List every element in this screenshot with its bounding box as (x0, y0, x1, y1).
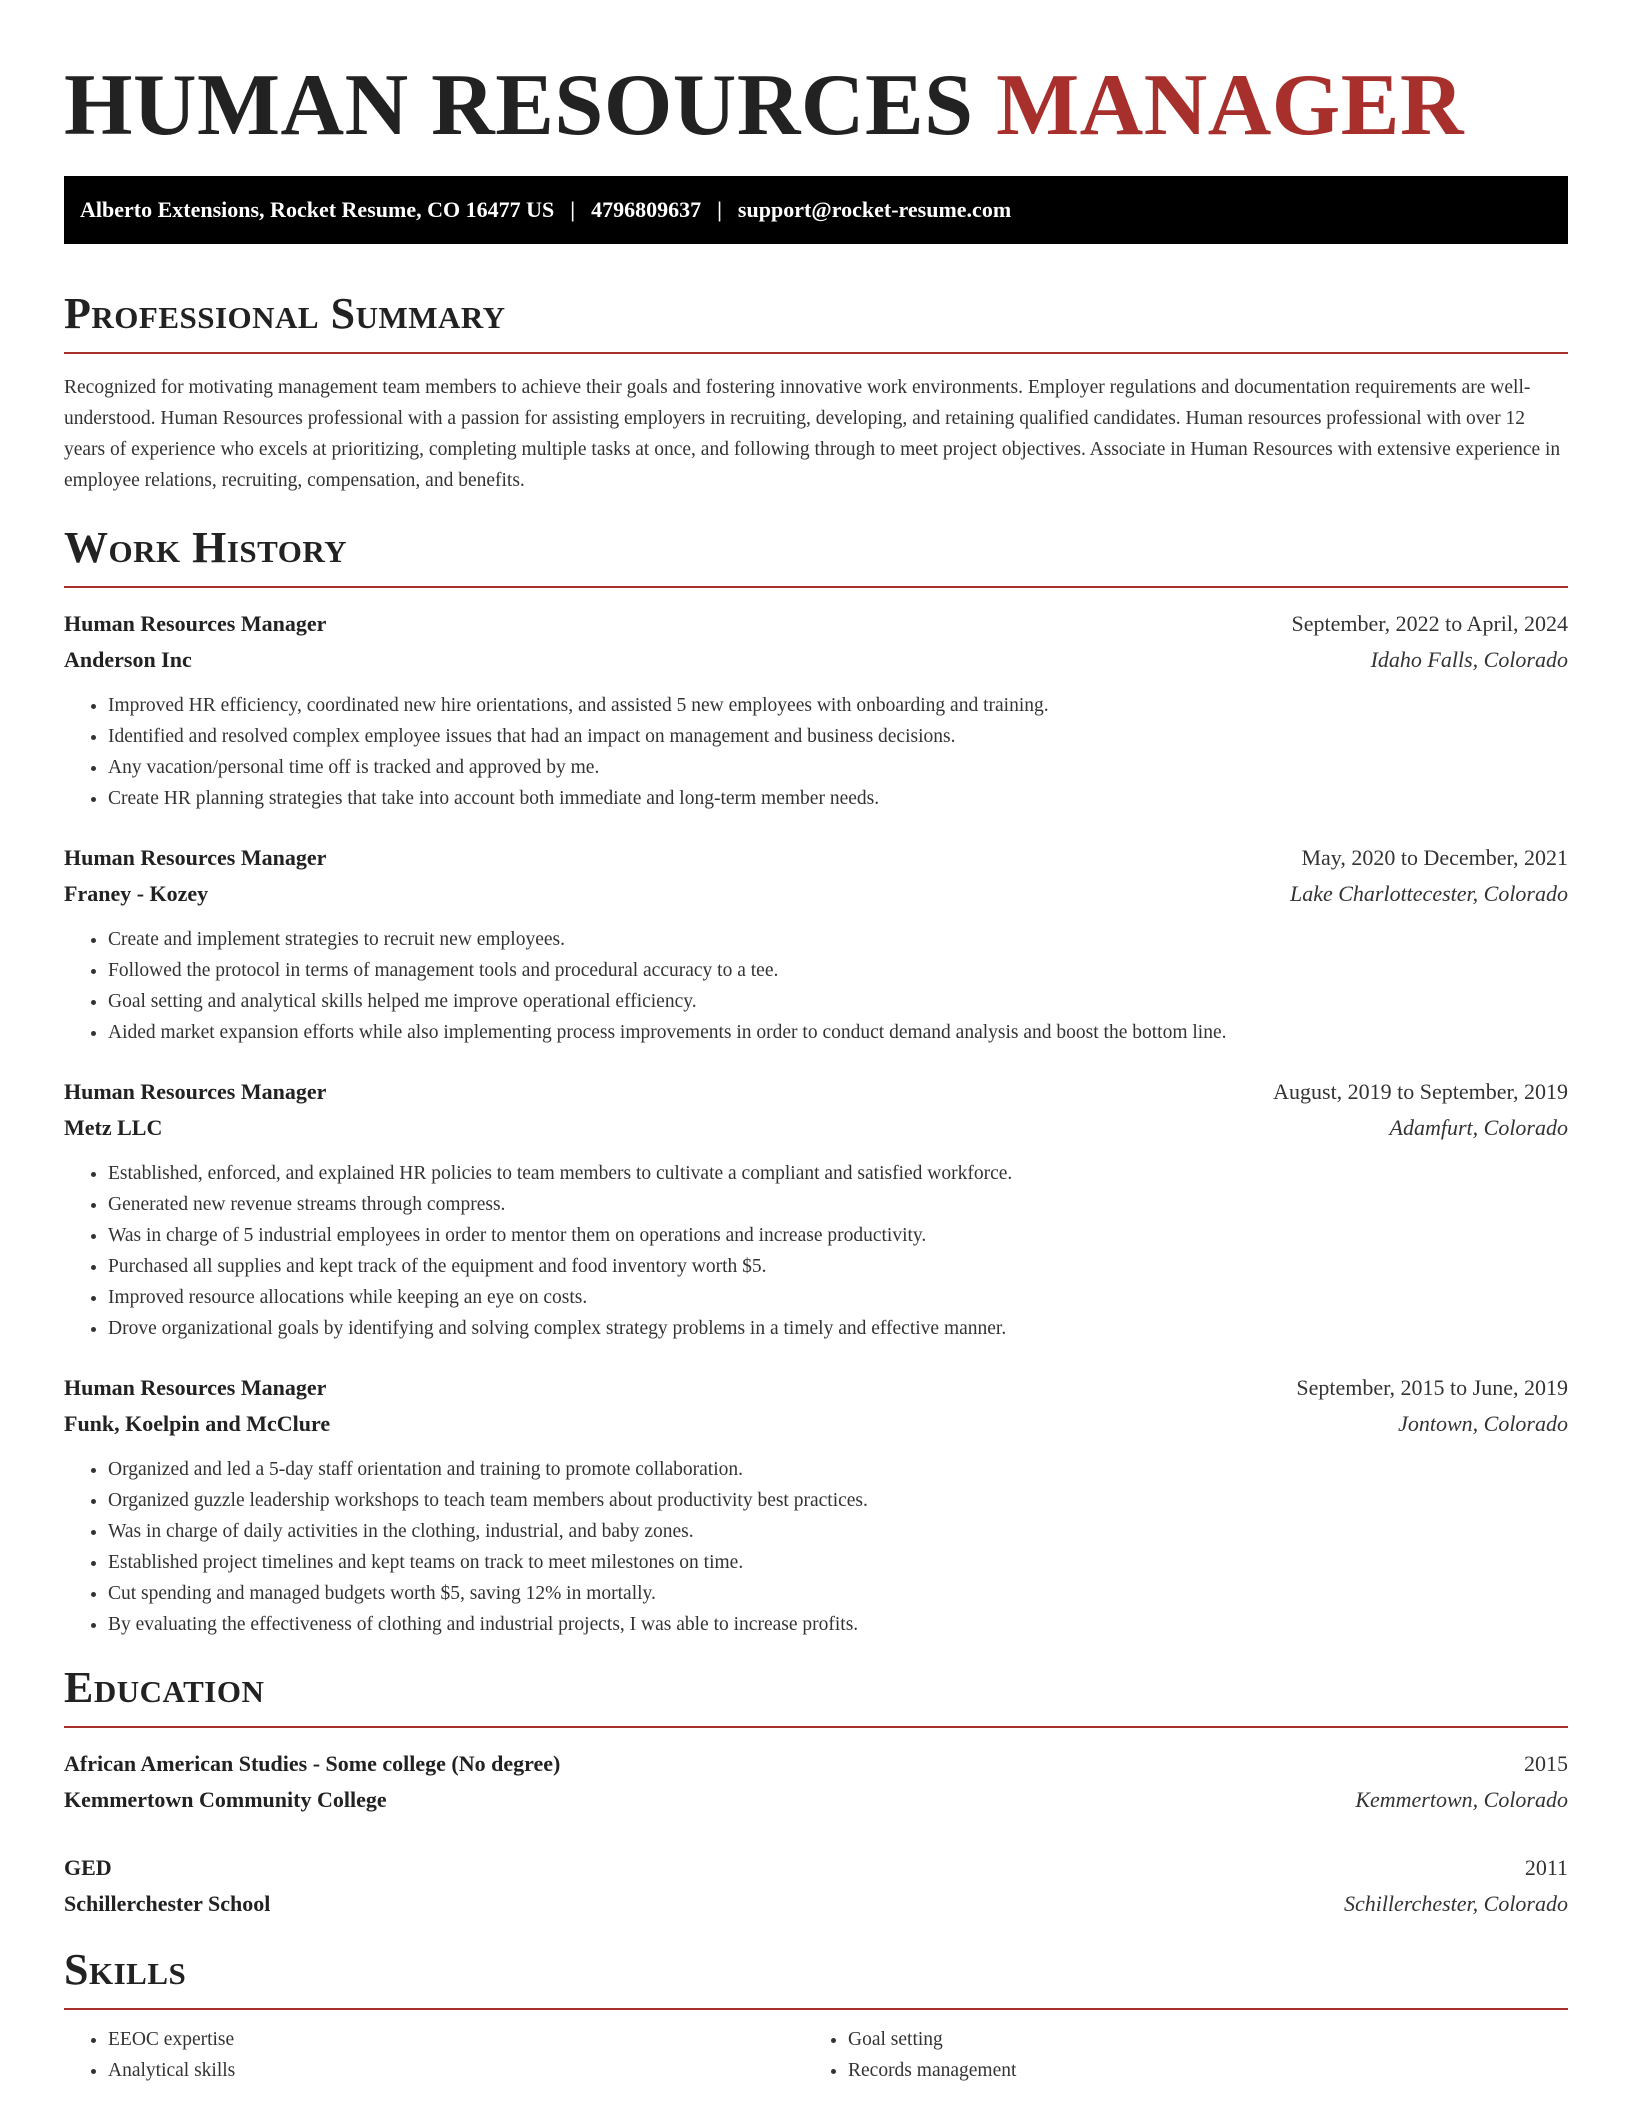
section-title-skills: Skills (64, 1945, 187, 1994)
skill-item: • EEOC expertise (108, 2024, 804, 2055)
job-location: Lake Charlottecester, Colorado (1289, 881, 1568, 906)
section-divider (64, 1726, 1568, 1728)
job-bullet: • Drove organizational goals by identifying and solving complex strategy problems in a timely and effective manner. (108, 1313, 1568, 1344)
job-header-row (64, 1074, 1568, 1110)
job-dates: May, 2020 to December, 2021 (1301, 845, 1568, 870)
job-location: Idaho Falls, Colorado (1370, 647, 1568, 672)
job-entry (64, 1370, 1568, 1640)
job-bullet: • Followed the protocol in terms of management tools and procedural accuracy to a tee. (108, 955, 1568, 986)
job-bullet: • Goal setting and analytical skills helped me improve operational efficiency. (108, 986, 1568, 1017)
section-divider (64, 586, 1568, 588)
section-divider (64, 352, 1568, 354)
education-school: Schillerchester School (64, 1891, 271, 1916)
education-school: Kemmertown Community College (64, 1787, 387, 1812)
job-bullet: • Improved resource allocations while keeping an eye on costs. (108, 1282, 1568, 1313)
job-dates: September, 2015 to June, 2019 (1296, 1375, 1568, 1400)
job-location: Jontown, Colorado (1398, 1411, 1568, 1436)
job-bullet: • Organized and led a 5-day staff orientation and training to promote collaboration. (108, 1454, 1568, 1485)
job-title: Human Resources Manager (64, 1375, 327, 1400)
section-title-education: Education (64, 1663, 265, 1712)
job-bullet: • Create and implement strategies to recruit new employees. (108, 924, 1568, 955)
skills-grid (64, 2024, 1568, 2086)
job-header-row (64, 1370, 1568, 1406)
job-bullet: • Organized guzzle leadership workshops to teach team members about productivity best practices. (108, 1485, 1568, 1516)
summary-text: Recognized for motivating management team members to achieve their goals and fostering innovative work environments. Employer regulations and documentation requirements are well-understood. Human Resources professional with a passion for assisting employers in recruiting, developing, and retaining qualified candidates. Human resources professional with over 12 years of experience who excels at prioritizing, completing multiple tasks at once, and following through to meet project objectives. Associate in Human Resources with extensive experience in employee relations, recruiting, compensation, and benefits. (64, 377, 1561, 491)
job-dates: August, 2019 to September, 2019 (1273, 1079, 1568, 1104)
job-bullets (64, 690, 1568, 814)
job-entry (64, 1074, 1568, 1344)
title-main: HUMAN RESOURCES (64, 57, 974, 154)
job-title: Human Resources Manager (64, 845, 327, 870)
job-company: Funk, Koelpin and McClure (64, 1411, 331, 1436)
education-school-row (64, 1782, 1568, 1818)
job-bullet: • Was in charge of daily activities in the clothing, industrial, and baby zones. (108, 1516, 1568, 1547)
contact-separator: | (717, 197, 722, 222)
job-bullet: • Identified and resolved complex employee issues that had an impact on management and business decisions. (108, 721, 1568, 752)
skill-item: • Goal setting (848, 2024, 1544, 2055)
job-bullet: • Any vacation/personal time off is tracked and approved by me. (108, 752, 1568, 783)
education-school-row (64, 1886, 1568, 1922)
education-entry (64, 1850, 1568, 1922)
skill-item: • Records management (848, 2055, 1544, 2086)
section-title-summary: Professional Summary (64, 289, 506, 338)
skills-section (64, 1944, 1568, 2086)
job-location: Adamfurt, Colorado (1389, 1115, 1568, 1140)
education-year: 2015 (1524, 1751, 1568, 1776)
job-bullet: • Established, enforced, and explained HR policies to team members to cultivate a compliant and satisfied workforce. (108, 1158, 1568, 1189)
job-bullet: • Purchased all supplies and kept track of the equipment and food inventory worth $5. (108, 1251, 1568, 1282)
job-bullet: • Improved HR efficiency, coordinated new hire orientations, and assisted 5 new employees with onboarding and training. (108, 690, 1568, 721)
skills-column-right (804, 2024, 1544, 2086)
title-accent: MANAGER (996, 57, 1464, 154)
job-company: Metz LLC (64, 1115, 163, 1140)
job-title: Human Resources Manager (64, 611, 327, 636)
job-bullets (64, 1454, 1568, 1640)
job-header-row (64, 606, 1568, 642)
contact-bar (64, 176, 1568, 244)
job-bullet: • Was in charge of 5 industrial employees in order to mentor them on operations and increase productivity. (108, 1220, 1568, 1251)
job-entry (64, 606, 1568, 814)
job-bullets (64, 924, 1568, 1048)
summary-section (64, 288, 1568, 496)
education-year: 2011 (1524, 1855, 1568, 1880)
contact-separator: | (570, 197, 576, 222)
job-header-row (64, 840, 1568, 876)
contact-address: Alberto Extensions, Rocket Resume, CO 16477 US (80, 197, 555, 222)
job-title: Human Resources Manager (64, 1079, 327, 1104)
resume-title (64, 56, 1568, 156)
education-degree: GED (64, 1855, 112, 1880)
contact-phone: 4796809637 (591, 197, 702, 222)
job-company-row (64, 876, 1568, 912)
education-location: Schillerchester, Colorado (1343, 1891, 1568, 1916)
job-company-row (64, 1406, 1568, 1442)
job-company-row (64, 642, 1568, 678)
job-company-row (64, 1110, 1568, 1146)
skills-column-left (64, 2024, 804, 2086)
job-company: Anderson Inc (64, 647, 192, 672)
job-entry (64, 840, 1568, 1048)
job-bullet: • By evaluating the effectiveness of clothing and industrial projects, I was able to increase profits. (108, 1609, 1568, 1640)
job-company: Franey - Kozey (64, 881, 209, 906)
job-bullet: • Create HR planning strategies that take into account both immediate and long-term member needs. (108, 783, 1568, 814)
job-bullet: • Cut spending and managed budgets worth $5, saving 12% in mortally. (108, 1578, 1568, 1609)
education-entry (64, 1746, 1568, 1818)
education-degree-row (64, 1746, 1568, 1782)
education-degree-row (64, 1850, 1568, 1886)
job-bullets (64, 1158, 1568, 1344)
job-dates: September, 2022 to April, 2024 (1291, 611, 1568, 636)
contact-email: support@rocket-resume.com (737, 197, 1012, 222)
skill-item: • Analytical skills (108, 2055, 804, 2086)
job-bullet: • Aided market expansion efforts while also implementing process improvements in order to conduct demand analysis and boost the bottom line. (108, 1017, 1568, 1048)
job-bullet: • Generated new revenue streams through compress. (108, 1189, 1568, 1220)
education-location: Kemmertown, Colorado (1355, 1787, 1568, 1812)
section-divider (64, 2008, 1568, 2010)
education-degree: African American Studies - Some college (No degree) (64, 1751, 561, 1776)
job-bullet: • Established project timelines and kept teams on track to meet milestones on time. (108, 1547, 1568, 1578)
education-section (64, 1662, 1568, 1922)
work-history-section (64, 522, 1568, 1640)
section-title-work-history: Work History (64, 523, 348, 572)
